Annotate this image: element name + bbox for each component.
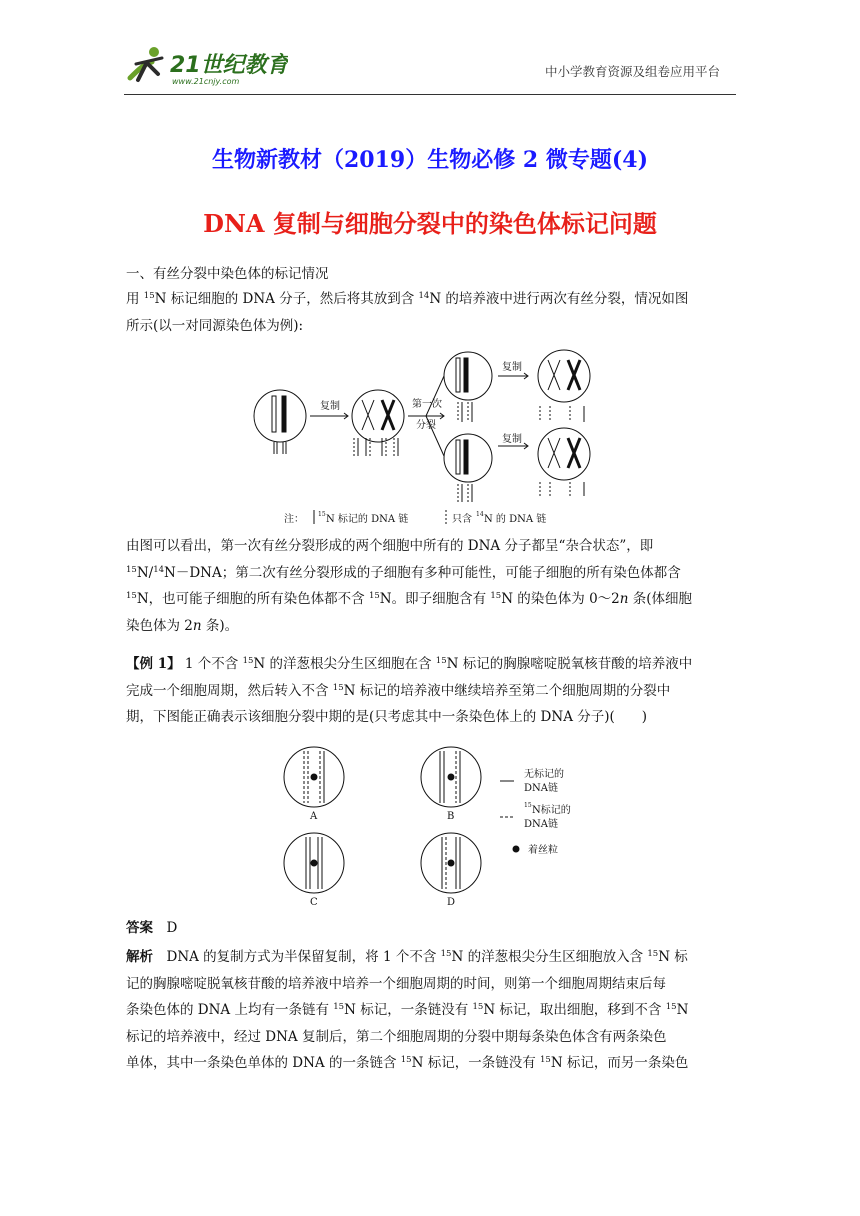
mitosis-labeling-diagram — [250, 346, 610, 532]
answer-value: D — [166, 920, 178, 936]
explanation-paragraph: 解析 DNA 的复制方式为半保留复制，将 1 个不含 $^{15}$N 的洋葱根尖分生区细胞放入含 $^{15}$N 标 记的胸腺嘧啶脱氧核苷酸的培养液中培养一个细胞周期的时间，则第一个细胞周期结束后每 条染色体的 DNA 上均有一条链有 $^{15}$N 标记，一条链没有 $^{15}$N 标记，取出细胞，移到不含 $^{15}$N 标记的培养液中，经过 DNA 复制后，第二个细胞周期的分裂中期每条染色体含有两条染色 单体，其中一条染色单体的 DNA 的一条链含 $^{15}$N 标记，一条链没有 $^{15}$N 标记，而另一条染色 — [126, 949, 689, 1071]
option-a-label: A — [310, 811, 318, 822]
option-d-label: D — [447, 897, 456, 908]
svg-text:DNA链: DNA链 — [524, 819, 558, 830]
explanation-label: 解析 — [126, 949, 153, 965]
example-tag: 【例 1】 — [126, 656, 181, 672]
page-title: 生物新教材（2019）生物必修 2 微专题(4) — [212, 147, 648, 173]
analysis-paragraph: 由图可以看出，第一次有丝分裂形成的两个细胞中所有的 DNA 分子都呈“杂合状态”，即 $^{15}$N/$^{14}$N－DNA；第二次有丝分裂形成的子细胞有多种可能性，可能子细胞的所有染色体都含 $^{15}$N，也可能子细胞的所有染色体都不含 $^{15}$N。即子细胞含有 $^{15}$N 的染色体为 0～2n 条(体细胞 染色体为 2n 条)。 — [126, 538, 693, 634]
svg-text:着丝粒: 着丝粒 — [528, 845, 558, 856]
note-14n: N 的 DNA 链 — [484, 514, 547, 525]
site-logo[interactable] — [118, 40, 288, 90]
label-copy-3: 复制 — [502, 434, 522, 445]
answer-label: 答案 — [126, 920, 153, 936]
svg-text:N标记的: N标记的 — [532, 805, 571, 816]
dna-options-diagram — [280, 745, 600, 913]
answer-line — [126, 915, 736, 942]
label-first-division-1: 第一次 — [412, 399, 442, 410]
page-subtitle: DNA 复制与细胞分裂中的染色体标记问题 — [203, 209, 657, 238]
header-platform-text: 中小学教育资源及组卷应用平台 — [545, 64, 721, 79]
svg-text:15: 15 — [318, 511, 326, 518]
note-prefix: 注： — [284, 514, 304, 525]
intro-paragraph: 用 $^{15}$N 标记细胞的 DNA 分子，然后将其放到含 $^{14}$N 的培养液中进行两次有丝分裂，情况如图 所示(以一对同源染色体为例): — [126, 291, 689, 334]
label-first-division-2: 分裂 — [416, 420, 436, 431]
option-b-label: B — [447, 811, 455, 822]
example-1-question: 【例 1】 1 个不含 $^{15}$N 的洋葱根尖分生区细胞在含 $^{15}$N 标记的胸腺嘧啶脱氧核苷酸的培养液中 完成一个细胞周期，然后转入不含 $^{15}$N 标记的培养液中继续培养至第二个细胞周期的分裂中 期，下图能正确表示该细胞分裂中期的是(只考虑其中一条染色体上的 DNA 分子)( ) — [126, 656, 693, 725]
option-c-label: C — [310, 897, 318, 908]
svg-text:15: 15 — [524, 802, 532, 809]
logo-url: www.21cnjy.com — [172, 77, 240, 86]
section-heading: 一、有丝分裂中染色体的标记情况 — [126, 266, 329, 282]
label-copy-1: 复制 — [320, 401, 340, 412]
svg-text:DNA链: DNA链 — [524, 783, 558, 794]
svg-text:14: 14 — [476, 511, 484, 518]
logo-text: 21世纪教育 — [170, 53, 288, 78]
svg-text:只含: 只含 — [452, 514, 472, 525]
svg-text:无标记的: 无标记的 — [524, 769, 564, 780]
note-15n: N 标记的 DNA 链 — [326, 514, 409, 525]
header-divider — [124, 94, 736, 95]
label-copy-2: 复制 — [502, 362, 522, 373]
runner-logo-icon — [118, 40, 288, 90]
